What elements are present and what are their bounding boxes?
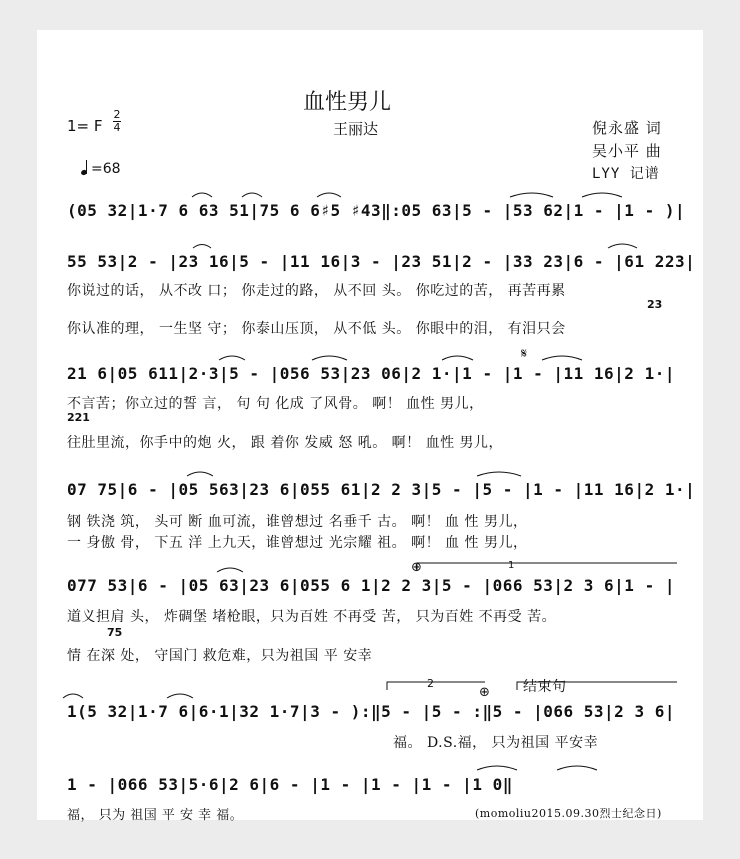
coda-icon-2: ⊕ <box>479 685 490 700</box>
slur <box>582 193 622 197</box>
score-line-7-lyric: 福， 只为 祖国 平 安 幸 福。 <box>67 808 244 823</box>
footer-note: (momoliu2015.09.30烈士纪念日) <box>475 807 662 820</box>
score-line-5-alt-notes: 75 <box>107 626 123 639</box>
singer-name: 王丽达 <box>333 120 379 138</box>
score-line-2-melody: 55 53|2 - |23 16|5 - |11 16|3 - |23 51|2 - |33 23|6 - |61 223| <box>67 252 696 271</box>
key-signature: 1= F <box>67 117 103 135</box>
time-sig-bottom: 4 <box>113 121 121 134</box>
volta-bracket <box>517 682 677 690</box>
score-line-5-lyric-verse2: 情 在深 处， 守国门 救危难，只为祖国 平 安幸 <box>67 648 373 664</box>
ending-label: 结束句 <box>523 679 567 695</box>
volta-2-label: 2 <box>427 677 434 690</box>
time-sig-top: 2 <box>113 108 121 121</box>
score-line-6-melody: 1(5 32|1·7 6|6·1|32 1·7|3 - ):‖5 - |5 - :‖5 - |066 53|2 3 6| <box>67 702 675 721</box>
slur <box>312 356 347 360</box>
score-line-7-melody: 1 - |066 53|5·6|2 6|6 - |1 - |1 - |1 - |1 0‖ <box>67 775 513 794</box>
score-line-3-lyric-verse1: 不言苦；你立过的誓 言， 句 句 化成 了风骨。 啊！ 血性 男儿， <box>67 396 484 412</box>
slur <box>187 472 213 476</box>
score-line-2-lyric-verse1: 你说过的话， 从不改 口； 你走过的路， 从不回 头。 你吃过的苦， 再苦再累 <box>67 283 566 299</box>
slur <box>477 472 521 476</box>
composer-credit: 吴小平 曲 <box>592 142 662 160</box>
slur <box>557 766 597 770</box>
score-line-2-lyric-verse2: 你认准的理， 一生坚 守； 你泰山压顶， 从不低 头。 你眼中的泪， 有泪只会 <box>67 321 566 337</box>
slur <box>510 193 553 197</box>
score-line-3-lyric-verse2: 往肚里流，你手中的炮 火， 跟 着你 发威 怒 吼。 啊！ 血性 男儿， <box>67 435 504 451</box>
slur <box>442 356 473 360</box>
slur <box>192 193 212 197</box>
slur <box>542 356 582 360</box>
score-sheet <box>37 30 703 823</box>
slur-markings <box>37 30 703 820</box>
slur <box>63 694 83 698</box>
score-line-4-melody: 07 75|6 - |05 563|23 6|055 61|2 2 3|5 - |5 - |1 - |11 16|2 1·| <box>67 480 696 499</box>
score-line-2-alt-notes: 23 <box>647 298 663 311</box>
score-line-1: (05 32|1·7 6 63 51|75 6 6♯5 ♯43‖:05 63|5 - |53 62|1 - |1 - )| <box>67 201 686 220</box>
slur <box>477 766 517 770</box>
slur <box>608 244 637 248</box>
slur <box>317 193 341 197</box>
score-line-5-lyric-verse1: 道义担肩 头， 炸碉堡 堵枪眼，只为百姓 不再受 苦， 只为百姓 不再受 苦。 <box>67 609 557 625</box>
volta-bracket <box>417 563 677 571</box>
slur <box>193 245 211 249</box>
volta-1-label: 1 <box>508 560 515 571</box>
transcriber-credit: LYY 记谱 <box>592 166 660 182</box>
score-line-3-alt-notes: 221 <box>67 411 90 424</box>
coda-icon: ⊕ <box>411 560 422 575</box>
slur <box>167 694 193 698</box>
segno-icon: 𝄋 <box>521 346 528 362</box>
slur <box>217 568 243 572</box>
tempo-value: =68 <box>91 161 121 177</box>
slur <box>242 193 262 197</box>
score-line-4-lyric-verse1: 钢 铁浇 筑， 头可 断 血可流，谁曾想过 名垂千 古。 啊！ 血 性 男儿， <box>67 514 528 530</box>
score-line-6-lyric: 福。 D.S.福， 只为祖国 平安幸 <box>393 735 599 751</box>
song-title: 血性男儿 <box>303 90 392 115</box>
score-line-4-lyric-verse2: 一 身傲 骨， 下五 洋 上九天，谁曾想过 光宗耀 祖。 啊！ 血 性 男儿， <box>67 535 528 551</box>
volta-bracket <box>387 682 485 690</box>
slur <box>219 356 245 360</box>
score-line-5-melody: 077 53|6 - |05 63|23 6|055 6 1|2 2 3|5 - |066 53|2 3 6|1 - | <box>67 576 675 595</box>
score-line-3-melody: 21 6|05 611|2·3|5 - |056 53|23 06|2 1·|1 - |1 - |11 16|2 1·| <box>67 364 675 383</box>
lyricist-credit: 倪永盛 词 <box>592 119 662 137</box>
